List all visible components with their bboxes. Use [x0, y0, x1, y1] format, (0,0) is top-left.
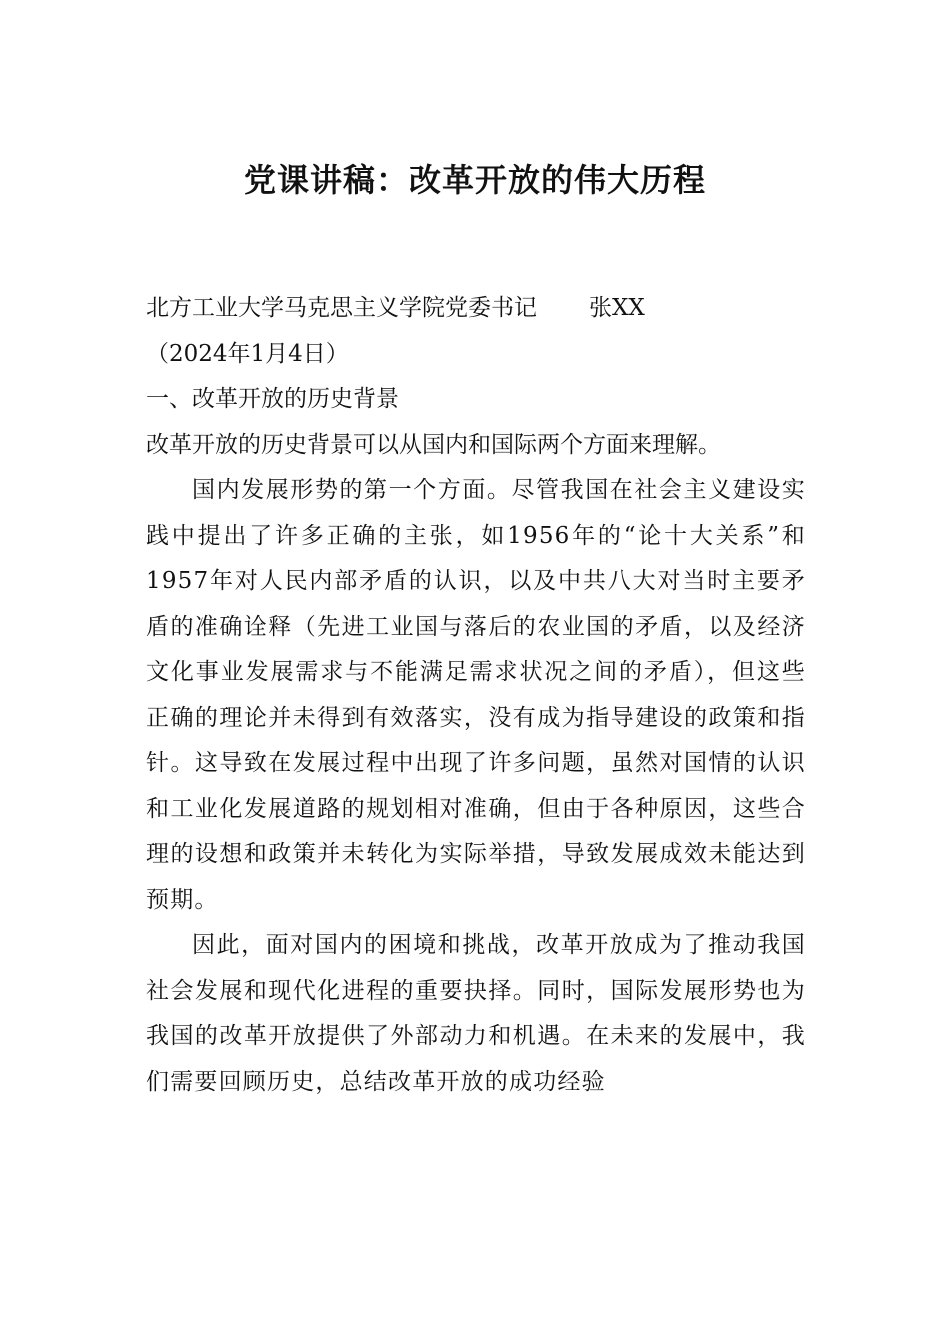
body-paragraph: 因此，面对国内的困境和挑战，改革开放成为了推动我国社会发展和现代化进程的重要抉择。同时，国际发展形势也为我国的改革开放提供了外部动力和机遇。在未来的发展中，我们需要回顾历史，总结改革开放的成功经验	[146, 932, 806, 1095]
document-date: （2024年1月4日）	[146, 340, 349, 367]
author-affiliation: 北方工业大学马克思主义学院党委书记	[146, 295, 537, 321]
author-line	[146, 286, 806, 332]
document-title: 党课讲稿：改革开放的伟大历程	[243, 161, 706, 199]
body-paragraph: 国内发展形势的第一个方面。尽管我国在社会主义建设实践中提出了许多正确的主张，如1956年的“论十大关系”和1957年对人民内部矛盾的认识，以及中共八大对当时主要矛盾的准确诠释（先进工业国与落后的农业国的矛盾，以及经济文化事业发展需求与不能满足需求状况之间的矛盾），但这些正确的理论并未得到有效落实，没有成为指导建设的政策和指针。这导致在发展过程中出现了许多问题，虽然对国情的认识和工业化发展道路的规划相对准确，但由于各种原因，这些合理的设想和政策并未转化为实际举措，导致发展成效未能达到预期。	[146, 477, 806, 913]
document-body	[146, 286, 806, 1105]
intro-paragraph: 改革开放的历史背景可以从国内和国际两个方面来理解。	[146, 431, 721, 458]
author-name: 张XX	[589, 295, 645, 321]
section-heading: 一、改革开放的历史背景	[146, 386, 399, 412]
